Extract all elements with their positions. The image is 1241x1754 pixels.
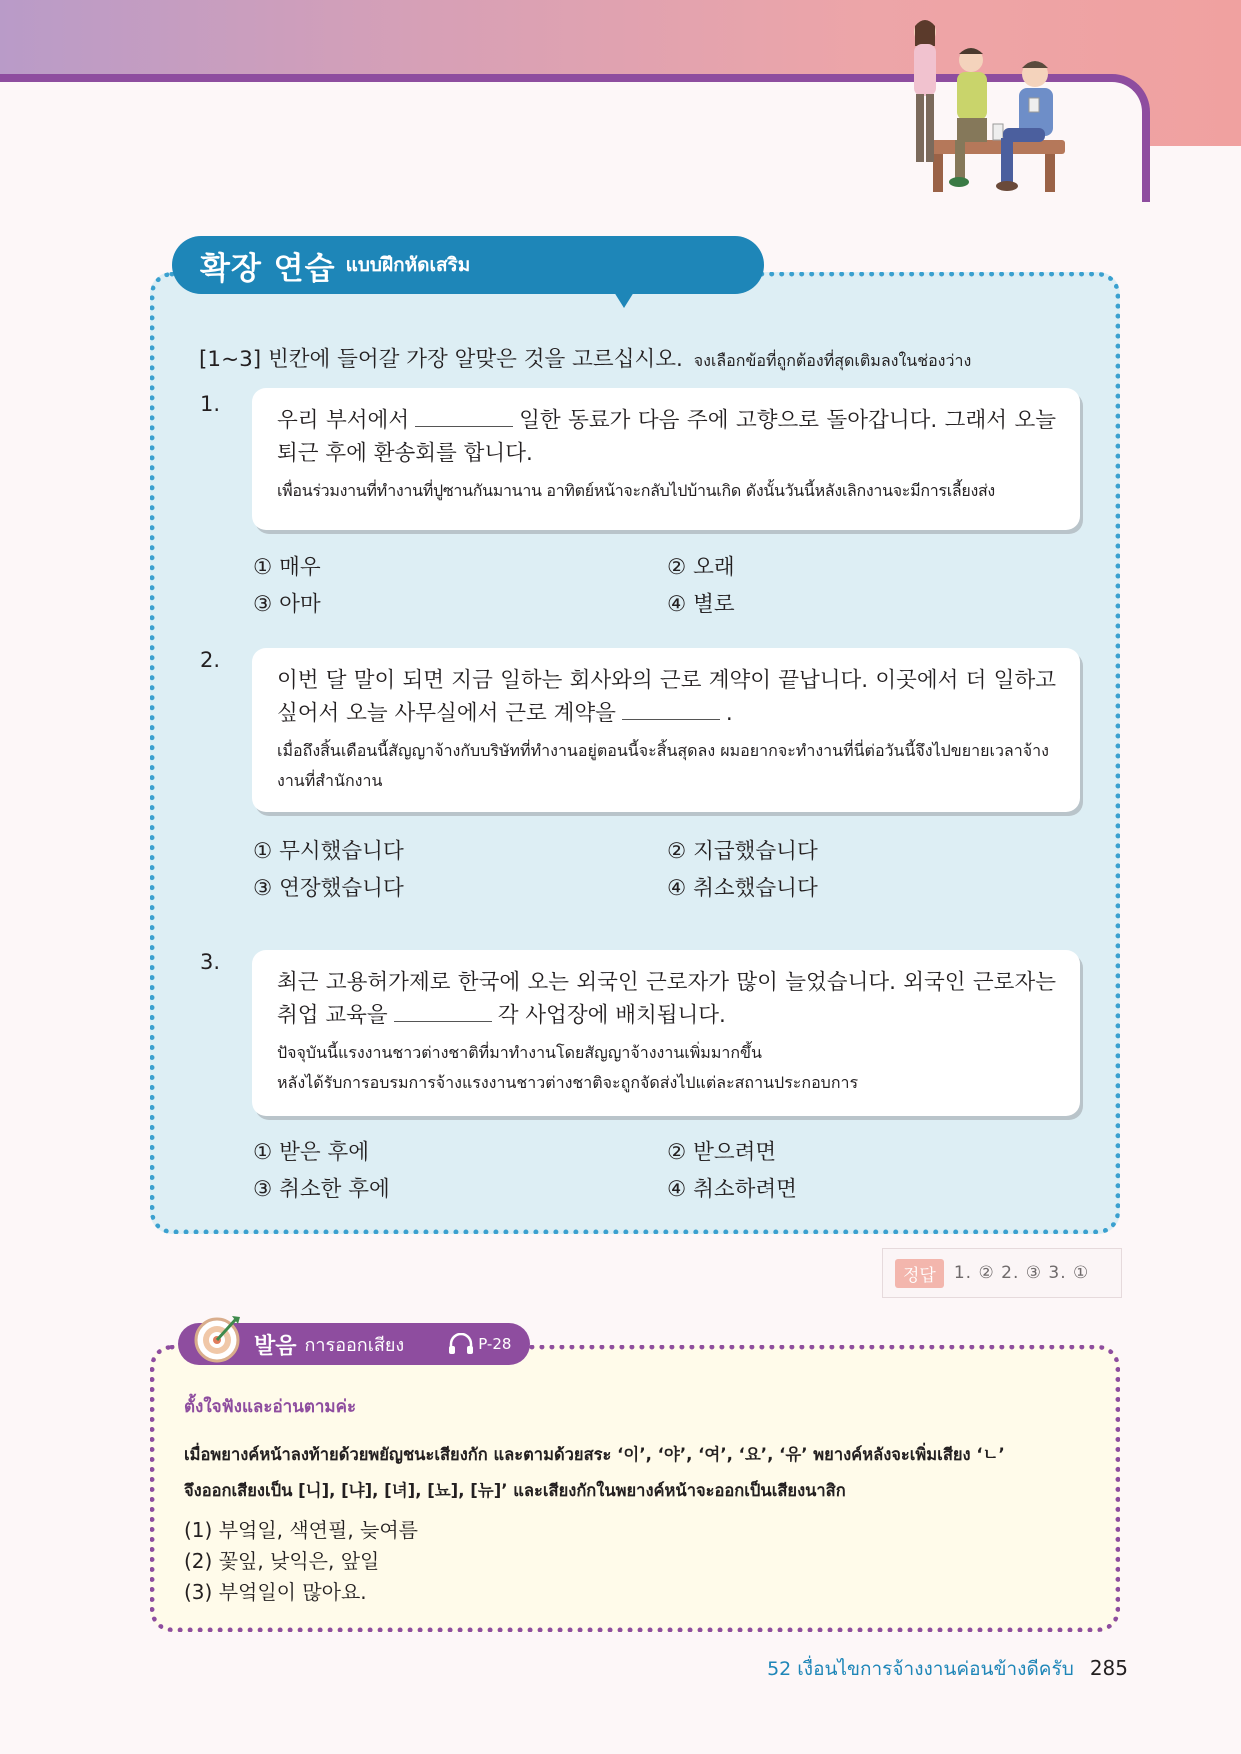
question-3-option-2[interactable]: ② 받으려면 [667, 1140, 777, 1165]
question-1-number: 1. [200, 392, 221, 416]
page-number: 285 [1089, 1656, 1128, 1680]
answer-key [882, 1248, 1122, 1298]
question-1-translation: เพื่อนร่วมงานที่ทำงานที่ปูซานกันมานาน อาทิตย์หน้าจะกลับไปบ้านเกิด ดังนั้นวันนี้หลังเลิกงานจะมีการเลี้ยงส่ง [277, 481, 995, 500]
question-3-card [252, 950, 1080, 1116]
practice-title-ko: 확장 연습 [200, 250, 336, 287]
audio-reference[interactable] [448, 1333, 511, 1355]
question-3-text: 최근 고용허가제로 한국에 오는 외국인 근로자가 많이 늘었습니다. 외국인 근로자는 취업 교육을 각 사업장에 배치됩니다. [277, 970, 1056, 1028]
pronunciation-item-1: (1) 부엌일, 색연필, 늦여름 [184, 1518, 418, 1542]
question-2-text: 이번 달 말이 되면 지금 일하는 회사와의 근로 계약이 끝납니다. 이곳에서 더 일하고 싶어서 오늘 사무실에서 근로 계약을 . [277, 668, 1056, 726]
question-1-text: 우리 부서에서 일한 동료가 다음 주에 고향으로 돌아갑니다. 그래서 오늘 퇴근 후에 환송회를 합니다. [277, 408, 1056, 466]
answer-label: 정답 [895, 1259, 944, 1288]
page-footer [767, 1654, 1128, 1684]
question-1-option-4[interactable]: ④ 별로 [667, 592, 735, 617]
question-1-option-2[interactable]: ② 오래 [667, 555, 735, 580]
pronunciation-item-2: (2) 꽃잎, 낮익은, 앞일 [184, 1549, 380, 1573]
pronunciation-item-3: (3) 부엌일이 많아요. [184, 1580, 367, 1604]
question-3-translation: ปัจจุบันนี้แรงงานชาวต่างชาติที่มาทำงานโดยสัญญาจ้างงานเพิ่มมากขึ้น หลังได้รับการอบรมการจ้างแรงงานชาวต่างชาติจะถูกจัดส่งไปแต่ละสถานประกอบการ [277, 1043, 859, 1092]
question-2-option-4[interactable]: ④ 취소했습니다 [667, 876, 818, 901]
listen-instruction: ตั้งใจฟังและอ่านตามค่ะ [184, 1397, 357, 1417]
headphones-icon [448, 1333, 474, 1355]
question-2-translation: เมื่อถึงสิ้นเดือนนี้สัญญาจ้างกับบริษัทที่ทำงานอยู่ตอนนี้จะสิ้นสุดลง ผมอยากจะทำงานที่นี่ต่อวันนี้จึงไปขยายเวลาจ้างงานที่สำนักงาน [277, 741, 1049, 790]
question-2-option-3[interactable]: ③ 연장했습니다 [253, 876, 404, 901]
pronunciation-title-th: การออกเสียง [304, 1334, 405, 1356]
practice-title-th: แบบฝึกหัดเสริม [345, 254, 471, 276]
instruction-ko: [1~3] 빈칸에 들어갈 가장 알맞은 것을 고르십시오. [199, 347, 683, 372]
question-3-option-1[interactable]: ① 받은 후에 [253, 1140, 370, 1165]
question-1-option-3[interactable]: ③ 아마 [253, 592, 321, 617]
question-2-number: 2. [200, 648, 221, 672]
answer-text: 1. ② 2. ③ 3. ① [953, 1263, 1090, 1283]
question-3-number: 3. [200, 950, 221, 974]
people-on-bench-illustration [905, 12, 1075, 202]
question-2-option-1[interactable]: ① 무시했습니다 [253, 839, 404, 864]
pronunciation-rule: เมื่อพยางค์หน้าลงท้ายด้วยพยัญชนะเสียงกัก และตามด้วยสระ ‘이’, ‘야’, ‘여’, ‘요’, ‘유’ พยางค์หลังจะเพิ่มเสียง ‘ㄴ’ จึงออกเสียงเป็น [니], [냐], [녀], [뇨], [뉴]’ และเสียงกักในพยางค์หน้าจะออกเป็นเสียงนาสิก [184, 1445, 1005, 1500]
answer-blank [415, 409, 513, 427]
question-3-option-3[interactable]: ③ 취소한 후에 [253, 1177, 390, 1202]
question-1-card [252, 388, 1080, 530]
pronunciation-title-ko: 발음 [254, 1333, 297, 1359]
audio-reference-label: P-28 [478, 1335, 512, 1353]
instruction [199, 342, 971, 374]
target-icon [192, 1313, 242, 1363]
question-2-option-2[interactable]: ② 지급했습니다 [667, 839, 818, 864]
question-2-card [252, 648, 1080, 812]
question-1-option-1[interactable]: ① 매우 [253, 555, 321, 580]
practice-header-tab [172, 236, 764, 294]
answer-blank [622, 702, 720, 720]
question-3-option-4[interactable]: ④ 취소하려면 [667, 1177, 797, 1202]
instruction-th: จงเลือกข้อที่ถูกต้องที่สุดเติมลงในช่องว่าง [693, 351, 972, 370]
answer-blank [394, 1004, 492, 1022]
lesson-title: 52 เงื่อนไขการจ้างงานค่อนข้างดีครับ [767, 1658, 1074, 1680]
